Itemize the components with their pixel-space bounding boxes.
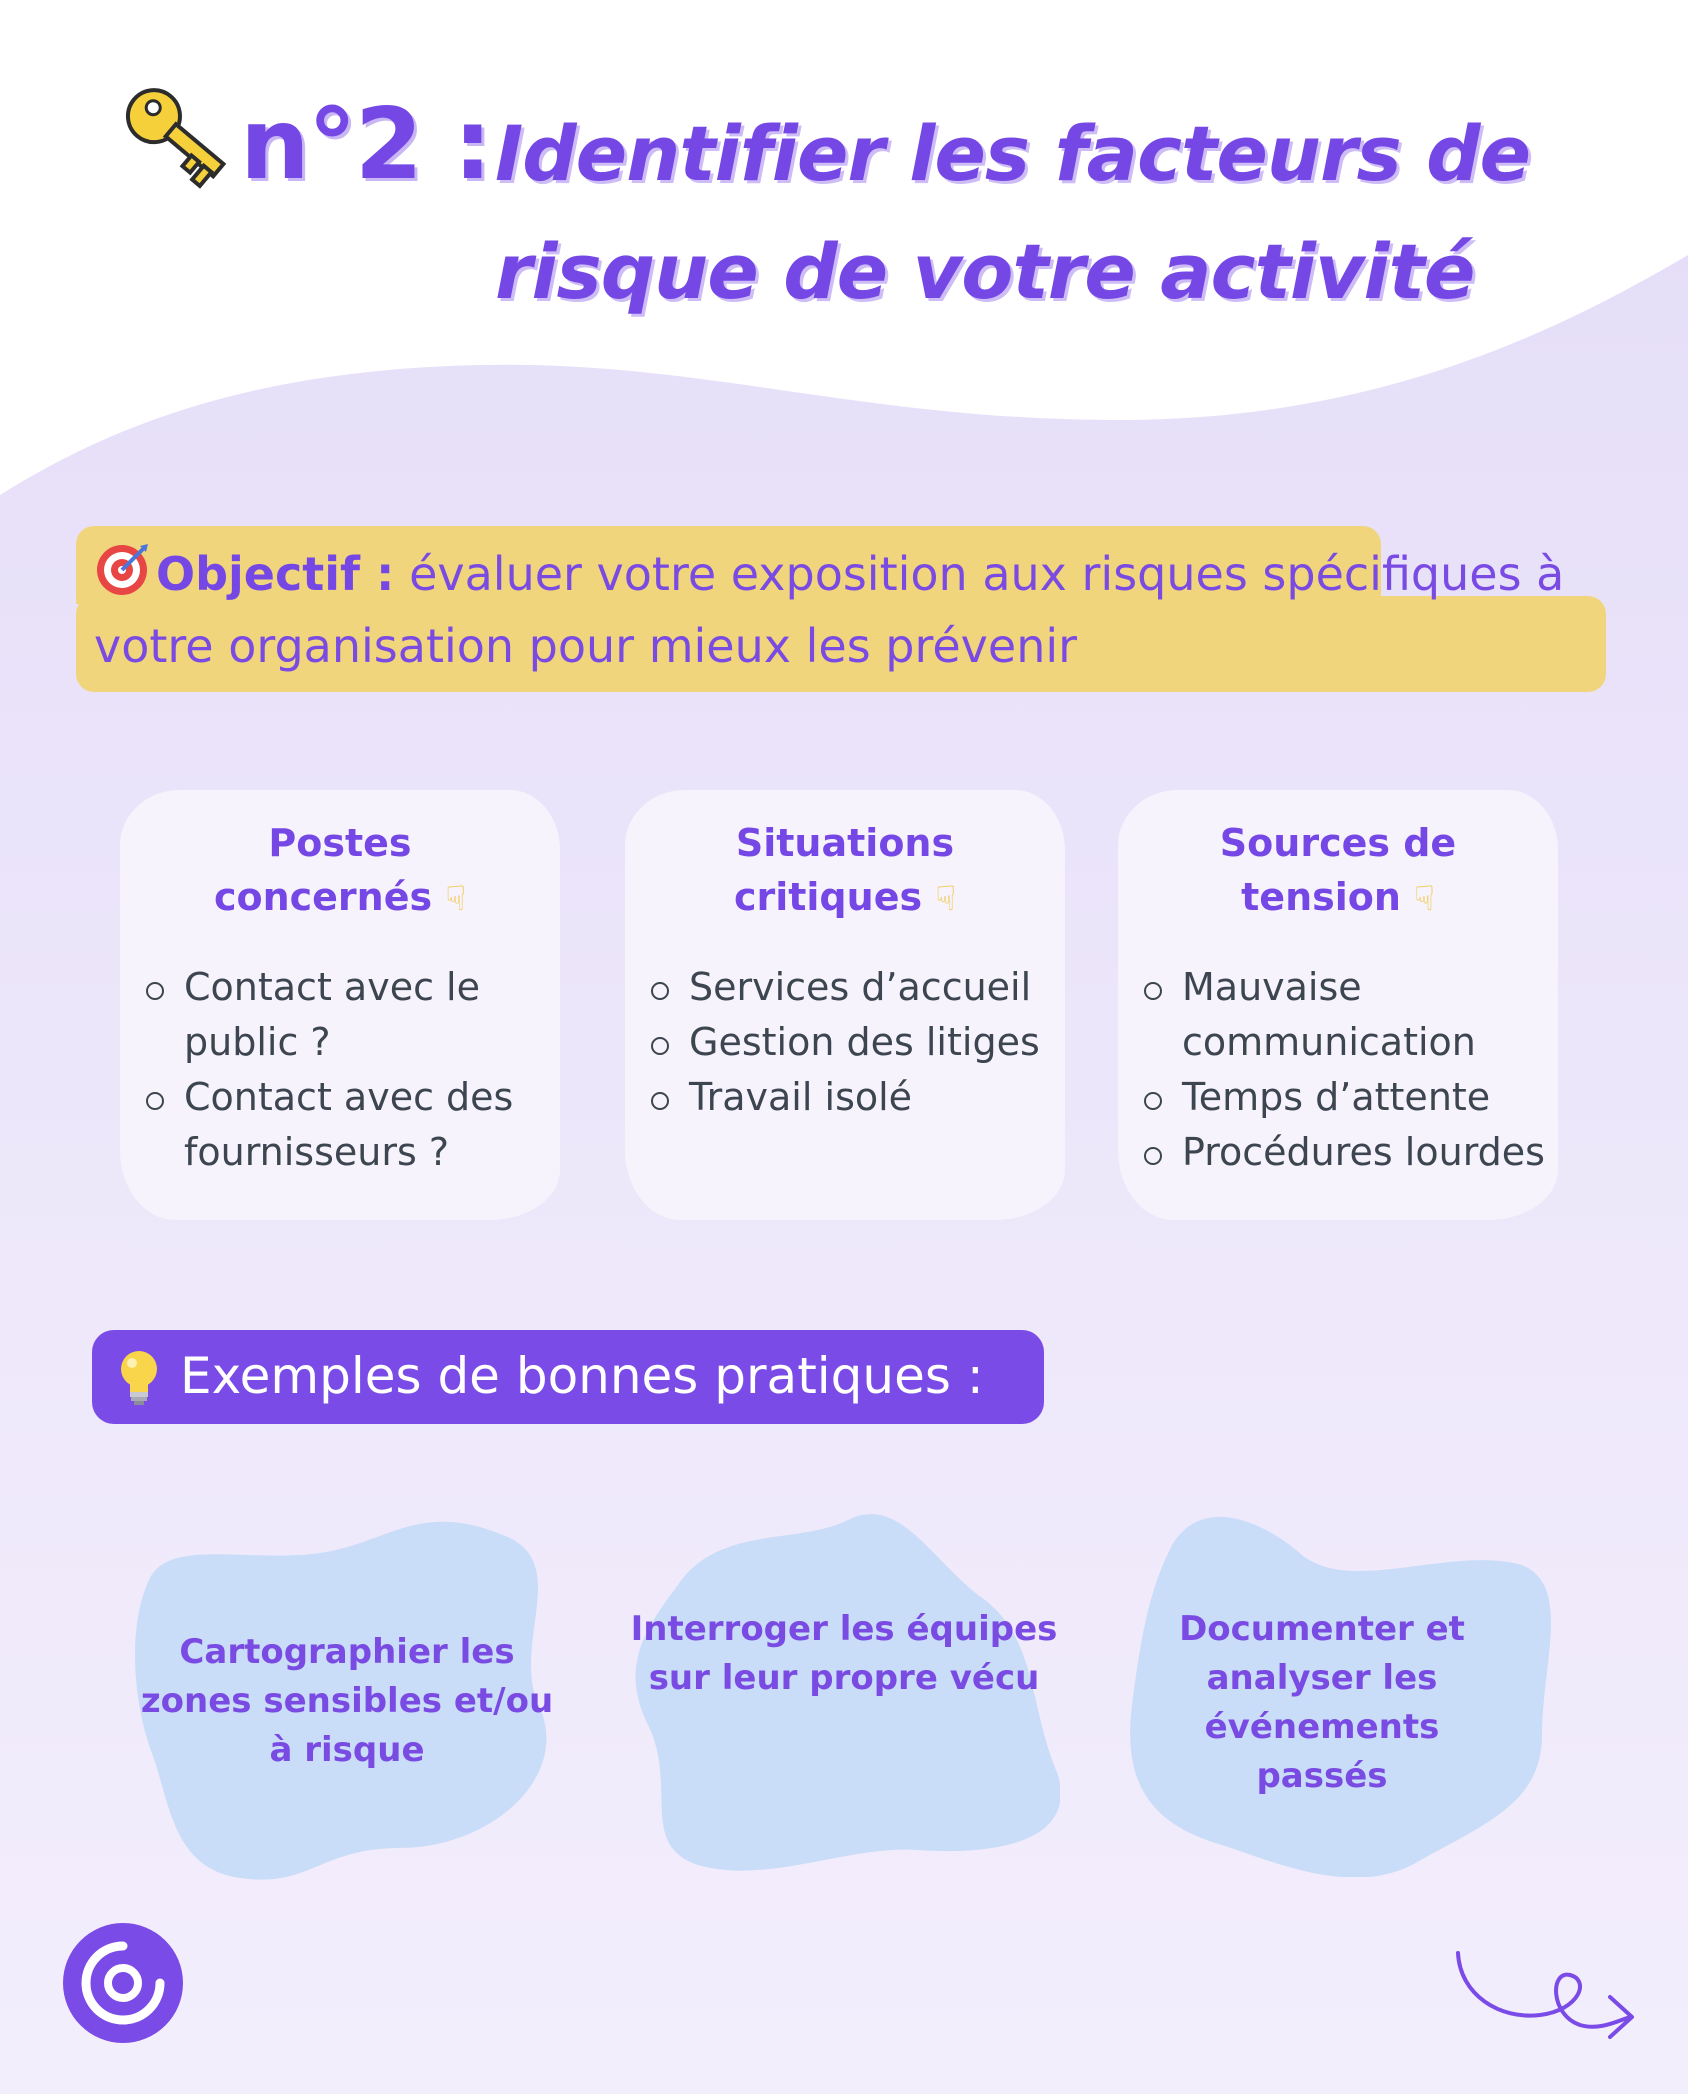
curly-arrow-icon[interactable] [1450,1945,1640,2045]
card-list [142,960,562,1180]
brand-logo [62,1922,184,2044]
list-item: Procédures lourdes [1140,1125,1560,1180]
hand-pointing-down-icon: ☟ [935,879,957,919]
title-number: n°2 : [240,88,491,202]
practices-heading-text: Exemples de bonnes pratiques : [180,1347,984,1405]
lightbulb-icon [116,1348,162,1406]
card-title [625,816,1065,926]
title-text: Identifier les facteurs de risque de votre activité [495,109,1531,316]
hand-pointing-down-icon: ☟ [1414,879,1435,919]
list-item: Travail isolé [647,1070,1067,1125]
card-list [647,960,1067,1125]
card-title-line2: critiques [733,875,923,919]
practice-blob-cartographier [130,1518,564,1884]
target-icon [94,542,150,598]
card-title [120,816,560,926]
practice-text: Interroger les équipes sur leur propre vécu [630,1609,1058,1698]
list-item: Services d’accueil [647,960,1067,1015]
card-postes-concernes [120,790,560,1220]
card-title [1118,816,1558,926]
practice-text: Documenter et analyser les événements passés [1179,1609,1465,1796]
hand-pointing-down-icon: ☟ [445,879,467,919]
card-title-line1: Situations [735,821,955,865]
card-list [1140,960,1560,1180]
objective-description: évaluer votre exposition aux risques spécifiques à votre organisation pour mieux les prévenir [94,547,1565,673]
practice-blob-documenter [1122,1505,1556,1877]
card-title-line2: tension [1241,875,1401,919]
list-item: Mauvaise communication [1140,960,1560,1070]
key-icon [100,80,230,210]
list-item: Temps d’attente [1140,1070,1560,1125]
practice-text: Cartographier les zones sensibles et/ou à risque [140,1632,554,1770]
card-title-line1: Sources de [1219,821,1457,865]
list-item: Contact avec le public ? [142,960,562,1070]
page-title [90,80,1650,320]
practices-heading [92,1330,1044,1424]
card-title-line2: concernés [213,875,433,919]
list-item: Gestion des litiges [647,1015,1067,1070]
practice-blob-interroger [628,1505,1060,1875]
list-item: Contact avec des fournisseurs ? [142,1070,562,1180]
objective-banner [76,526,1606,692]
card-situations-critiques [625,790,1065,1220]
card-title-line1: Postes [268,821,412,865]
objective-label: Objectif : [156,547,395,601]
card-sources-de-tension [1118,790,1558,1220]
objective-text-block [94,538,1614,682]
